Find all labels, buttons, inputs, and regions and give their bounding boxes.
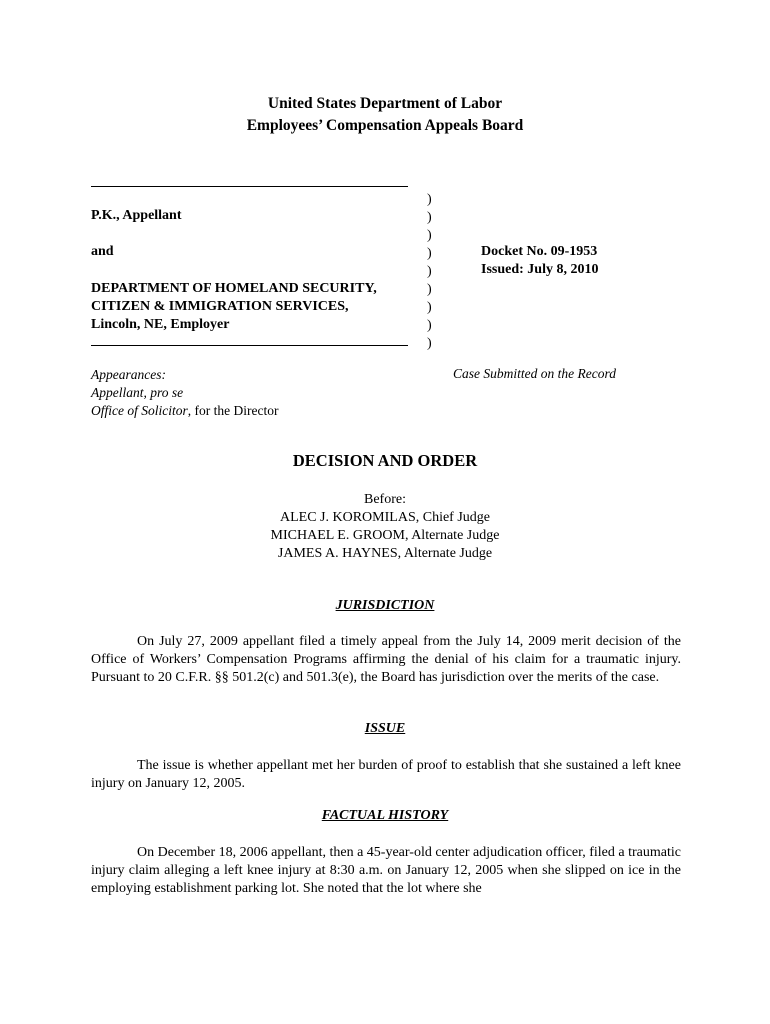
caption-top-rule	[91, 186, 408, 187]
paren: )	[427, 192, 432, 207]
factual-history-paragraph	[91, 844, 681, 898]
appellant-appearance: Appellant, pro se	[91, 385, 184, 400]
issue-paragraph	[91, 757, 681, 793]
decision-title: DECISION AND ORDER	[292, 451, 478, 470]
solicitor-label: Office of Solicitor	[91, 403, 188, 418]
paren: )	[427, 282, 432, 297]
before-label: Before:	[364, 492, 406, 507]
caption-parentheses	[427, 191, 432, 353]
factual-history-text: On December 18, 2006 appellant, then a 45-year-old center adjudication officer, filed a traumatic injury claim alleging a left knee injury at 8:30 a.m. on January 12, 2005 when she slipped on ice in the employing establishment parking lot. She noted that the lot where she	[91, 845, 681, 896]
paren: )	[427, 336, 432, 351]
panel-block	[0, 491, 770, 563]
employer-block	[91, 280, 377, 334]
issue-heading: ISSUE	[364, 721, 406, 736]
paren: )	[427, 228, 432, 243]
caption-bottom-rule	[91, 345, 408, 346]
paren: )	[427, 300, 432, 315]
docket-block	[481, 243, 598, 279]
docket-number: Docket No. 09-1953	[481, 244, 598, 259]
chief-judge: ALEC J. KOROMILAS, Chief Judge	[280, 510, 490, 525]
issued-date: Issued: July 8, 2010	[481, 262, 599, 277]
factual-history-heading: FACTUAL HISTORY	[321, 808, 449, 823]
board-title: Employees’ Compensation Appeals Board	[246, 117, 524, 134]
paren: )	[427, 246, 432, 261]
jurisdiction-heading: JURISDICTION	[335, 598, 435, 613]
solicitor-appearance	[91, 402, 278, 420]
alternate-judge-1: MICHAEL E. GROOM, Alternate Judge	[270, 528, 500, 543]
alternate-judge-2: JAMES A. HAYNES, Alternate Judge	[277, 546, 493, 561]
case-submitted-note: Case Submitted on the Record	[453, 366, 616, 381]
appearances-heading: Appearances:	[91, 367, 166, 382]
paren: )	[427, 318, 432, 333]
paren: )	[427, 210, 432, 225]
appearances-block	[91, 366, 278, 420]
agency-title: United States Department of Labor	[267, 95, 503, 112]
caption-and: and	[91, 244, 114, 259]
employer-line-2: CITIZEN & IMMIGRATION SERVICES,	[91, 299, 349, 314]
paren: )	[427, 264, 432, 279]
solicitor-rest: , for the Director	[187, 403, 279, 418]
jurisdiction-paragraph	[91, 633, 681, 687]
jurisdiction-text: On July 27, 2009 appellant filed a timely appeal from the July 14, 2009 merit decision of the Office of Workers’ Compensation Programs affirming the denial of his claim for a traumatic injury. Pursuant to 20 C.F.R. §§ 501.2(c) and 501.3(e), the Board has jurisdiction over the merits of the case.	[91, 634, 681, 685]
employer-line-3: Lincoln, NE, Employer	[91, 317, 230, 332]
employer-line-1: DEPARTMENT OF HOMELAND SECURITY,	[91, 281, 377, 296]
appellant-name: P.K., Appellant	[91, 208, 182, 223]
issue-text: The issue is whether appellant met her burden of proof to establish that she sustained a left knee injury on January 12, 2005.	[91, 758, 681, 791]
